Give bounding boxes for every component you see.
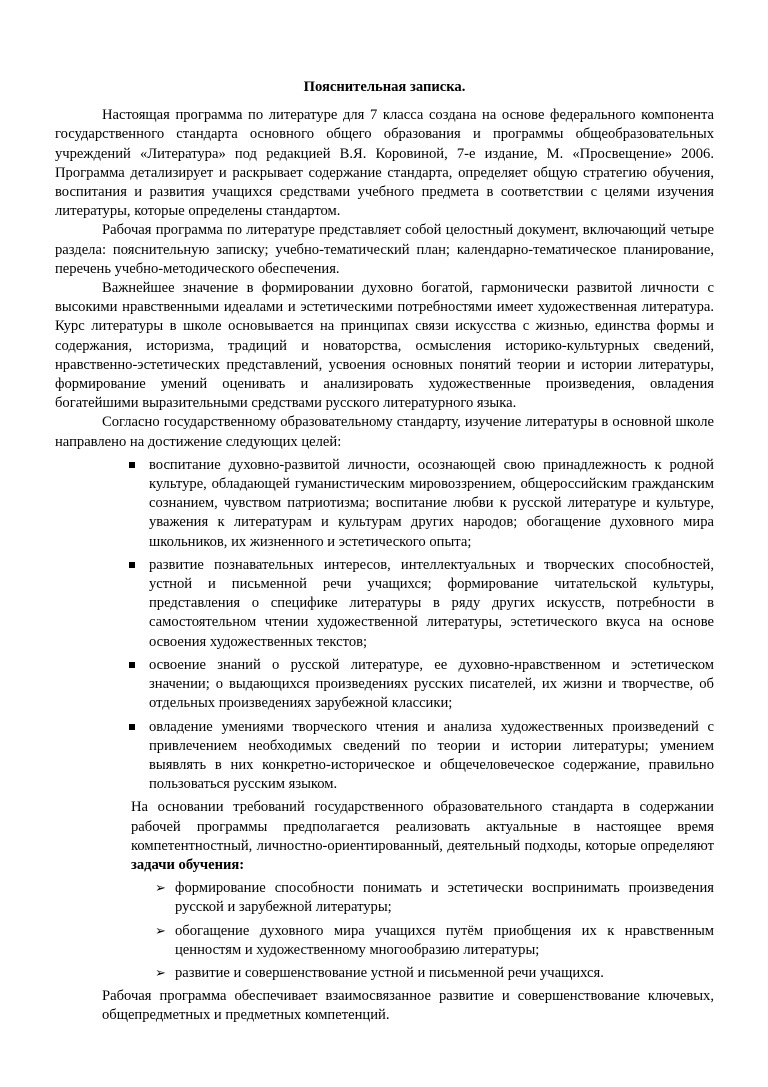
list-item: освоение знаний о русской литературе, ее духовно-нравственном и эстетическом значении; о выдающихся произведениях русских писателей, их жизни и творчестве, об отдельных произведениях зарубежной классики; xyxy=(55,656,714,714)
tasks-intro: На основании требований государственного образовательного стандарта в содержании рабочей программы предполагается реализовать актуальные в настоящее время компетентностный, личностно-ориентированный, деятельный подходы, которые определяют задачи обучения: xyxy=(131,799,714,873)
list-item: ➢ формирование способности понимать и эстетически воспринимать произведения русской и зарубежной литературы; xyxy=(155,880,714,916)
tasks-list xyxy=(55,879,714,983)
paragraph-structure: Рабочая программа по литературе представляет собой целостный документ, включающий четыре раздела: пояснительную записку; учебно-тематический план; календарно-тематическое планирование, перечень учебно-методического обеспечения. xyxy=(55,222,714,277)
paragraph-importance: Важнейшее значение в формировании духовно богатой, гармонически развитой личности с высокими нравственными идеалами и эстетическими потребностями имеет художественная литература. Курс литературы в школе основывается на принципах связи искусства с жизнью, единства формы и содержания, историзма, традиций и новаторства, осмысления историко-культурных сведений, нравственно-эстетических представлений, усвоения основных понятий теории и истории литературы, формирование умений оценивать и анализировать художественные произведения, овладения богатейшими выразительными средствами русского литературного языка. xyxy=(55,280,714,412)
list-item: ➢ обогащение духовного мира учащихся путём приобщения их к нравственным ценностям и художественному многообразию литературы; xyxy=(155,922,714,958)
list-item: ➢ развитие и совершенствование устной и письменной речи учащихся. xyxy=(55,964,714,983)
list-item: овладение умениями творческого чтения и анализа художественных произведений с привлечением необходимых сведений по теории и истории литературы; умением выявлять в них конкретно-историческое и общечеловеческое содержание, правильно пользоваться русским языком. xyxy=(55,718,714,795)
closing-paragraph: Рабочая программа обеспечивает взаимосвязанное развитие и совершенствование ключевых, общепредметных и предметных компетенций. xyxy=(102,988,714,1024)
arrow-bullet-icon: ➢ xyxy=(155,881,166,897)
document-page xyxy=(55,78,714,1026)
arrow-bullet-icon: ➢ xyxy=(155,923,166,939)
arrow-bullet-icon: ➢ xyxy=(155,965,166,981)
paragraph-intro: Настоящая программа по литературе для 7 класса создана на основе федерального компонента государственного стандарта основного общего образования и программы общеобразовательных учреждений «Литература» под редакцией В.Я. Коровиной, 7-е издание, М. «Просвещение» 2006. Программа детализирует и раскрывает содержание стандарта, определяет общую стратегию обучения, воспитания и развития учащихся средствами учебного предмета в соответствии с целями изучения литературы, которые определены стандартом. xyxy=(55,107,714,220)
list-item: воспитание духовно-развитой личности, осознающей свою принадлежность к родной культуре, обладающей гуманистическим мировоззрением, общероссийским гражданским сознанием, чувством патриотизма; воспитание любви к русской литературе и культуре, уважения к литературам и культурам других народов; обогащение духовного мира школьников, их жизненного и эстетического опыта; xyxy=(55,456,714,552)
tasks-heading: задачи обучения: xyxy=(131,856,245,873)
paragraph-goals-intro: Согласно государственному образовательному стандарту, изучение литературы в основной школе направлено на достижение следующих целей: xyxy=(55,414,714,450)
list-item: развитие познавательных интересов, интеллектуальных и творческих способностей, устной и письменной речи учащихся; формирование читательской культуры, представления о специфике литературы в ряду других искусств, потребности в самостоятельном чтении художественной литературы, эстетического вкуса на основе освоения художественных текстов; xyxy=(55,556,714,652)
square-bullet-icon xyxy=(129,724,135,730)
goals-list xyxy=(55,456,714,794)
square-bullet-icon xyxy=(129,662,135,668)
square-bullet-icon xyxy=(129,562,135,568)
square-bullet-icon xyxy=(129,462,135,468)
document-title: Пояснительная записка. xyxy=(303,79,466,95)
